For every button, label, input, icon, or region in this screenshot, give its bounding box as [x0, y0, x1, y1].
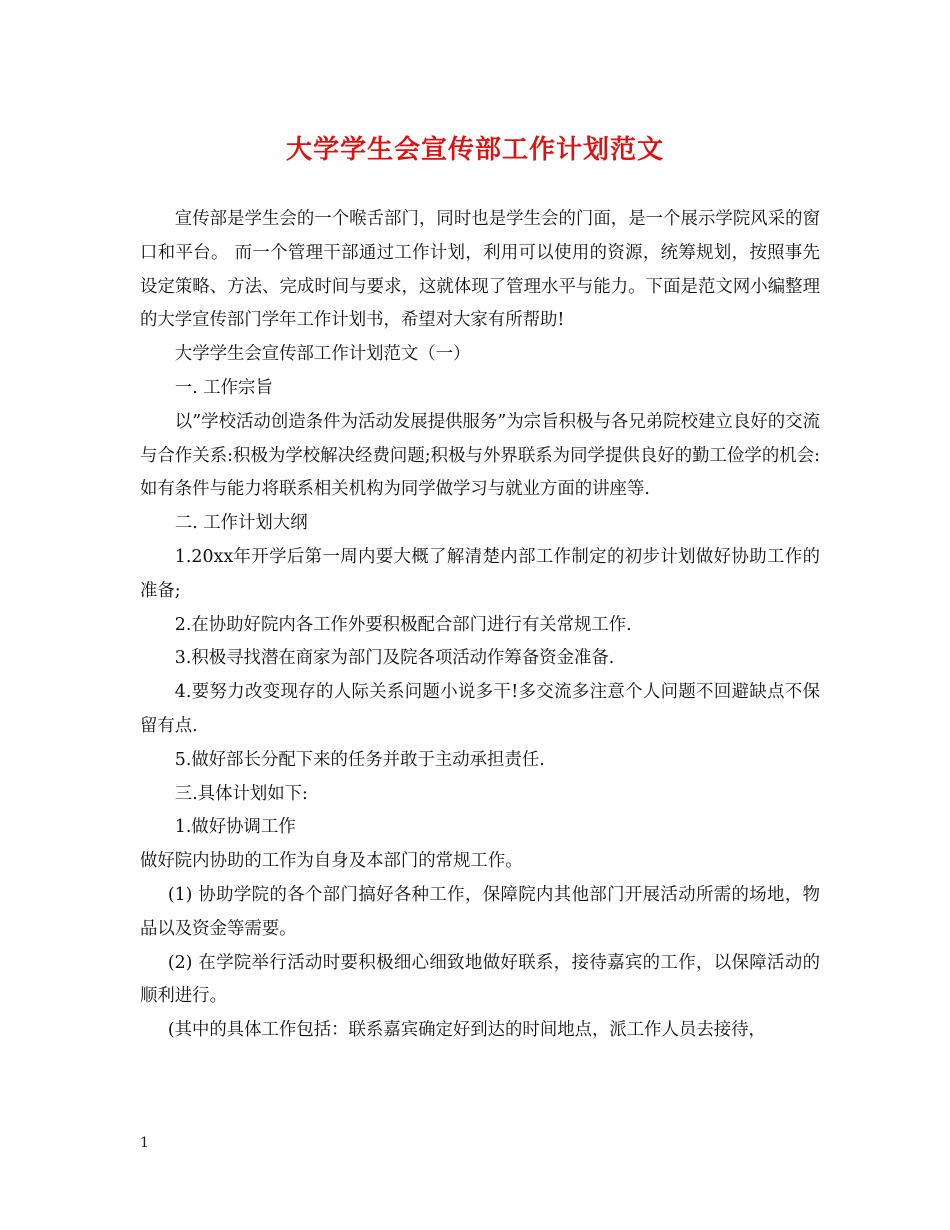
paragraph-purpose: 以”学校活动创造条件为活动发展提供服务”为宗旨积极与各兄弟院校建立良好的交流与合作关系:积极为学校解决经费问题;积极与外界联系为同学提供良好的勤工俭学的机会:如有条件与能力将联系相关机构为同学做学习与就业方面的讲座等. [140, 411, 820, 500]
list-item-2: 2.在协助好院内各工作外要积极配合部门进行有关常规工作. [174, 614, 632, 635]
paragraph-details: (其中的具体工作包括：联系嘉宾确定好到达的时间地点，派工作人员去接待， [167, 1020, 766, 1041]
list-item-5: 5.做好部长分配下来的任务并敢于主动承担责任. [174, 749, 545, 770]
list-item-4: 4.要努力改变现存的人际关系问题小说多干!多交流多注意个人问题不回避缺点不保留有点. [140, 682, 820, 736]
paragraph-coordination: 做好院内协助的工作为自身及本部门的常规工作。 [140, 851, 523, 872]
list-item-sub-2: (2) 在学院举行活动时要积极细心细致地做好联系，接待嘉宾的工作，以保障活动的顺利进行。 [140, 952, 820, 1007]
list-item-1: 1.20xx年开学后第一周内要大概了解清楚内部工作制定的初步计划做好协助工作的准备; [140, 546, 820, 601]
heading-work-purpose: 一. 工作宗旨 [174, 377, 273, 398]
list-item-sub-1: (1) 协助学院的各个部门搞好各种工作，保障院内其他部门开展活动所需的场地，物品以及资金等需要。 [140, 884, 820, 939]
heading-specific-plan: 三.具体计划如下: [174, 783, 308, 804]
page-number: 1 [140, 1135, 149, 1151]
list-item-3: 3.积极寻找潜在商家为部门及院各项活动作筹备资金准备. [174, 648, 615, 669]
subheading-coordination: 1.做好协调工作 [174, 817, 296, 838]
paragraph-intro: 宣传部是学生会的一个喉舌部门，同时也是学生会的门面，是一个展示学院风采的窗口和平台。 而一个管理干部通过工作计划，利用可以使用的资源，统筹规划，按照事先设定策略、方法、完成时间与要求，这就体现了管理水平与能力。下面是范文网小编整理的大学宣传部门学年工作计划书，希望对大家有所帮助! [140, 209, 820, 331]
paragraph-subtitle: 大学学生会宣传部工作计划范文（一） [174, 344, 471, 365]
document-body [140, 203, 820, 1048]
document-title: 大学学生会宣传部工作计划范文 [285, 135, 664, 165]
heading-plan-outline: 二. 工作计划大纲 [174, 513, 308, 534]
